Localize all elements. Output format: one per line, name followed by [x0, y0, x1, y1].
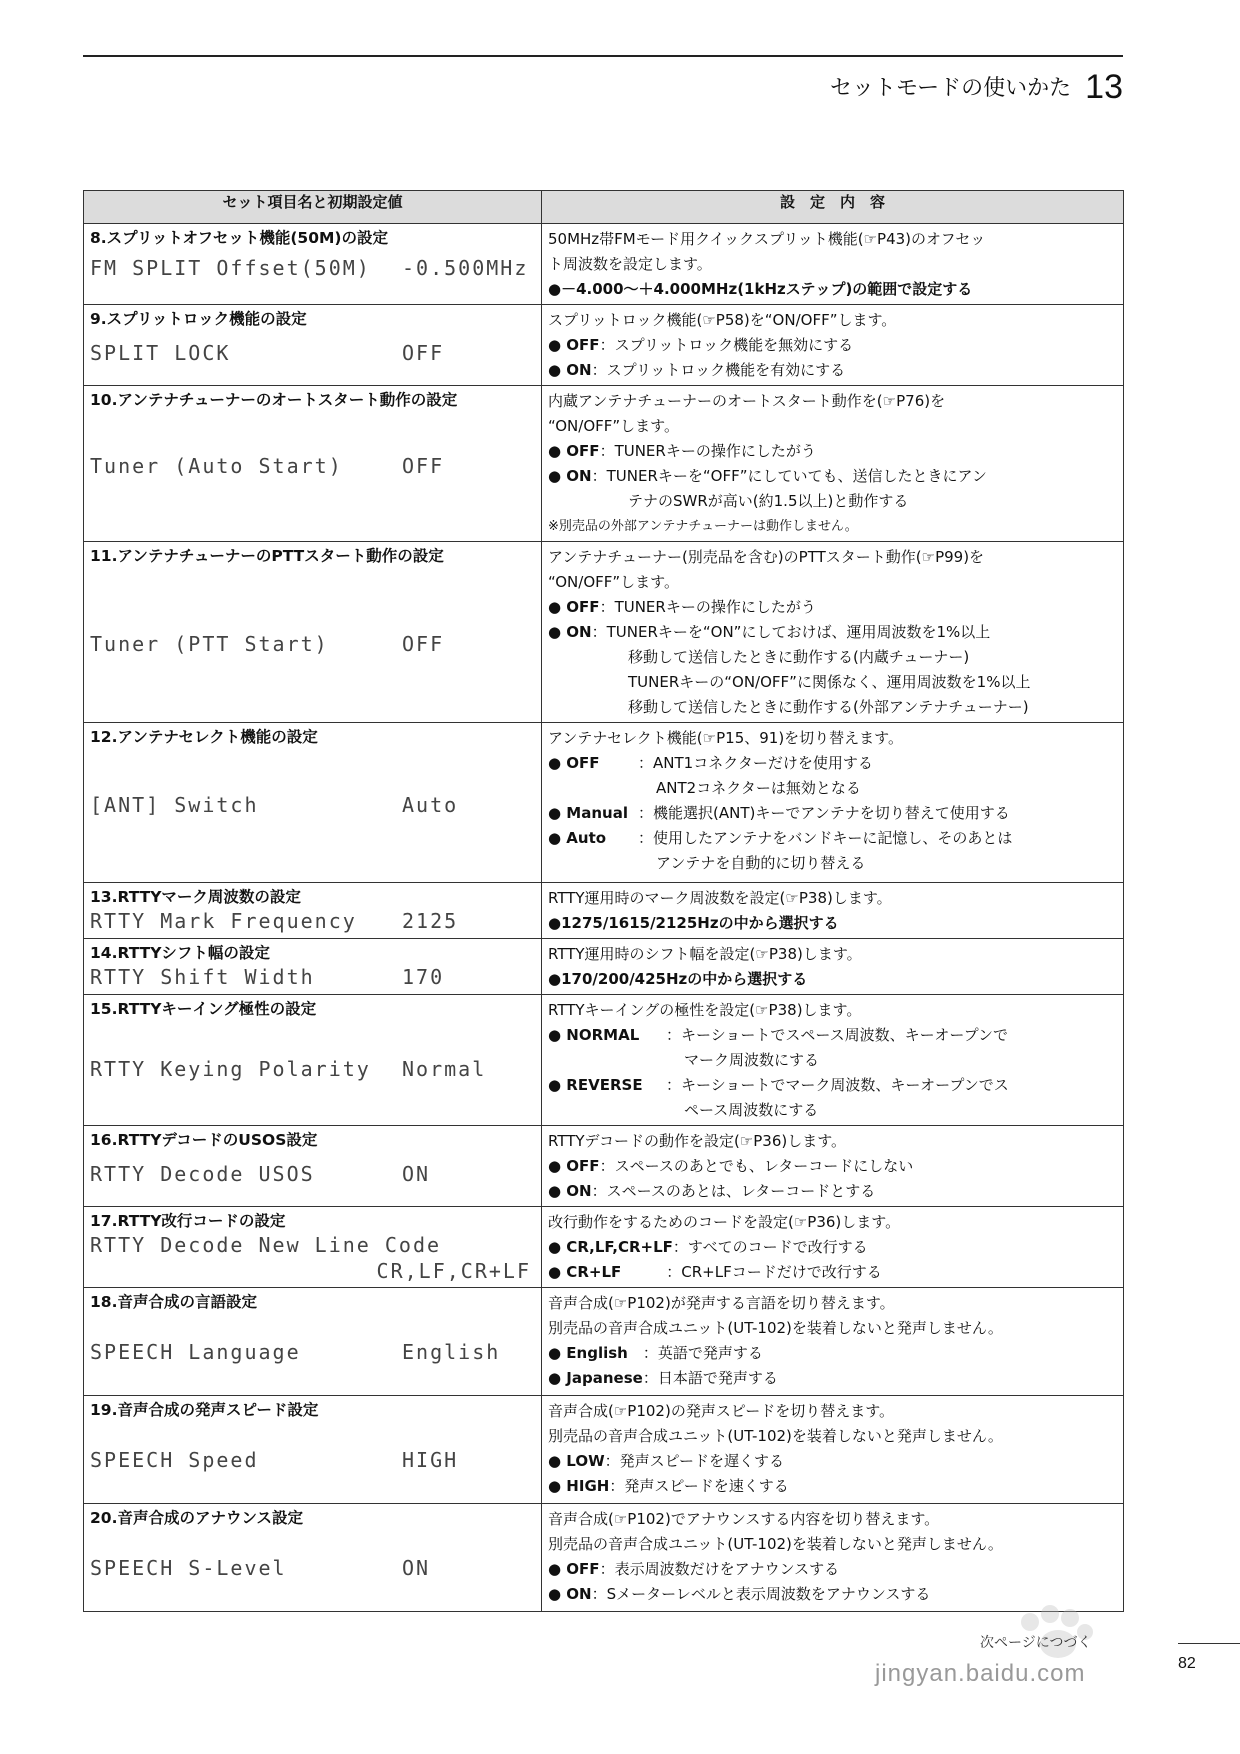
table-row — [84, 542, 1124, 723]
bullet-continuation: TUNERキーの“ON/OFF”に関係なく、運用周波数を1%以上 — [628, 673, 1031, 691]
lcd-name: SPEECH Language — [90, 1340, 301, 1364]
item-title: 16.RTTYデコードのUSOS設定 — [90, 1131, 318, 1149]
item-title: 12.アンテナセレクト機能の設定 — [90, 728, 318, 746]
table-row — [84, 883, 1124, 939]
table-row — [84, 1207, 1124, 1288]
bullet-key: ● ON — [548, 467, 592, 485]
lcd-display — [90, 964, 535, 990]
lcd-value: 2125 — [402, 909, 459, 933]
chapter-header — [830, 68, 1123, 107]
bullet-key: ● Manual — [548, 804, 628, 822]
bullet-text: ：TUNERキーの操作にしたがう — [599, 598, 816, 616]
bullet-continuation: 移動して送信したときに動作する(内蔵チューナー) — [628, 648, 970, 666]
bullet-item — [548, 751, 1117, 776]
item-title: 9.スプリットロック機能の設定 — [90, 310, 307, 328]
bullet-text: ：英語で発声する — [627, 1344, 763, 1362]
lcd-display — [90, 453, 535, 479]
item-title: 13.RTTYマーク周波数の設定 — [90, 888, 301, 906]
column-header-description: 設 定 内 容 — [542, 191, 1124, 224]
description-line: 音声合成(☞P102)の発声スピードを切り替えます。 — [548, 1402, 895, 1420]
item-title: 15.RTTYキーイング極性の設定 — [90, 1000, 317, 1018]
settings-table — [83, 190, 1124, 1612]
lcd-name: Tuner (Auto Start) — [90, 454, 343, 478]
bullet-text: 170/200/425Hzの中から選択する — [561, 970, 808, 988]
description-cell — [542, 386, 1124, 542]
item-title: 17.RTTY改行コードの設定 — [90, 1212, 286, 1230]
bullet-item — [548, 826, 1117, 851]
bullet-key: ● — [548, 280, 562, 298]
bullet-item — [548, 1366, 1117, 1391]
bullet-item — [548, 1023, 1117, 1048]
bullet-text: ：スプリットロック機能を無効にする — [599, 336, 854, 354]
lcd-display — [90, 255, 535, 281]
lcd-value: HIGH — [402, 1448, 459, 1472]
bullet-key: ● CR+LF — [548, 1263, 622, 1281]
table-row — [84, 1288, 1124, 1396]
bullet-key: ● OFF — [548, 336, 600, 354]
bullet-text: ：日本語で発声する — [642, 1369, 778, 1387]
bullet-continuation — [548, 1098, 1117, 1123]
bullet-key: ● OFF — [548, 754, 600, 772]
description-line: RTTYデコードの動作を設定(☞P36)します。 — [548, 1132, 847, 1150]
bullet-item — [548, 333, 1117, 358]
bullet-text: アンテナを自動的に切り替える — [656, 854, 866, 872]
description-line: アンテナセレクト機能(☞P15、91)を切り替えます。 — [548, 729, 903, 747]
lcd-value: ON — [402, 1556, 431, 1580]
table-row — [84, 995, 1124, 1126]
bullet-key: ● English — [548, 1344, 628, 1362]
bullet-continuation — [548, 776, 1117, 801]
lcd-display — [90, 340, 535, 366]
item-cell — [84, 995, 542, 1126]
item-cell — [84, 723, 542, 883]
bullet-key: ● HIGH — [548, 1477, 610, 1495]
bullet-text: 1275/1615/2125Hzの中から選択する — [561, 914, 839, 932]
description-cell — [542, 224, 1124, 305]
table-header-row — [84, 191, 1124, 224]
lcd-value: ON — [402, 1162, 431, 1186]
bullet-continuation: テナのSWRが高い(約1.5以上)と動作する — [628, 492, 909, 510]
bullet-key: ● LOW — [548, 1452, 605, 1470]
lcd-name: RTTY Mark Frequency — [90, 909, 357, 933]
bullet-key: ● ON — [548, 1585, 592, 1603]
lcd-name: RTTY Keying Polarity — [90, 1057, 371, 1081]
description-cell — [542, 939, 1124, 995]
bullet-item — [548, 620, 1117, 645]
lcd-value: 170 — [402, 965, 445, 989]
lcd-name: RTTY Decode New Line Code — [90, 1233, 442, 1257]
lcd-value: -0.500MHz — [402, 256, 529, 280]
description-line: 改行動作をするためのコードを設定(☞P36)します。 — [548, 1213, 901, 1231]
bullet-key: ● — [548, 914, 562, 932]
bullet-key: ● — [548, 970, 562, 988]
lcd-value: OFF — [402, 454, 445, 478]
bullet-text: ：スプリットロック機能を有効にする — [591, 361, 846, 379]
bullet-key: ● Auto — [548, 829, 607, 847]
lcd-value: English — [402, 1340, 501, 1364]
table-row — [84, 1126, 1124, 1207]
bullet-continuation: 移動して送信したときに動作する(外部アンテナチューナー) — [628, 698, 1029, 716]
lcd-name: [ANT] Switch — [90, 793, 259, 817]
bullet-key: ● OFF — [548, 1157, 600, 1175]
item-cell — [84, 386, 542, 542]
bullet-key: ● Japanese — [548, 1369, 643, 1387]
bullet-key: ● ON — [548, 361, 592, 379]
bullet-text: ：発声スピードを遅くする — [604, 1452, 785, 1470]
bullet-key: ● OFF — [548, 1560, 600, 1578]
bullet-text: ：CR+LFコードだけで改行する — [621, 1263, 882, 1281]
description-line: RTTY運用時のマーク周波数を設定(☞P38)します。 — [548, 889, 892, 907]
item-title: 20.音声合成のアナウンス設定 — [90, 1509, 303, 1527]
item-cell — [84, 542, 542, 723]
bullet-text: ペース周波数にする — [684, 1101, 819, 1119]
lcd-value: OFF — [402, 632, 445, 656]
item-cell — [84, 1396, 542, 1504]
description-cell — [542, 305, 1124, 386]
bullet-text: ：発声スピードを速くする — [609, 1477, 789, 1495]
description-line: アンテナチューナー(別売品を含む)のPTTスタート動作(☞P99)を — [548, 548, 985, 566]
description-line: 内蔵アンテナチューナーのオートスタート動作を(☞P76)を — [548, 392, 946, 410]
bullet-item — [548, 1260, 1117, 1285]
bullet-text: －4.000～＋4.000MHz(1kHzステップ)の範囲で設定する — [561, 280, 973, 298]
bullet-item — [548, 464, 1117, 489]
lcd-value: OFF — [402, 341, 445, 365]
item-cell — [84, 224, 542, 305]
description-cell — [542, 1396, 1124, 1504]
header-rule — [83, 55, 1123, 57]
table-row — [84, 1504, 1124, 1612]
description-line: 音声合成(☞P102)でアナウンスする内容を切り替えます。 — [548, 1510, 940, 1528]
item-cell — [84, 883, 542, 939]
item-cell — [84, 305, 542, 386]
description-cell — [542, 883, 1124, 939]
lcd-value: CR,LF,CR+LF — [376, 1259, 531, 1283]
bullet-text: ：Sメーターレベルと表示周波数をアナウンスする — [591, 1585, 931, 1603]
bullet-item — [548, 1474, 1117, 1499]
bullet-text: ：TUNERキーを“ON”にしておけば、運用周波数を1%以上 — [591, 623, 991, 641]
lcd-name: FM SPLIT Offset(50M) — [90, 256, 371, 280]
lcd-display — [90, 1555, 535, 1581]
item-cell — [84, 1288, 542, 1396]
description-line: ト周波数を設定します。 — [548, 255, 712, 273]
table-row — [84, 224, 1124, 305]
column-header-item: セット項目名と初期設定値 — [84, 191, 542, 224]
description-cell — [542, 723, 1124, 883]
bullet-item — [548, 1449, 1117, 1474]
bullet-text: ANT2コネクターは無効となる — [656, 779, 861, 797]
bullet-item — [548, 595, 1117, 620]
description-cell — [542, 542, 1124, 723]
item-title: 8.スプリットオフセット機能(50M)の設定 — [90, 229, 389, 247]
table-row — [84, 723, 1124, 883]
description-line: RTTY運用時のシフト幅を設定(☞P38)します。 — [548, 945, 862, 963]
lcd-display — [90, 631, 535, 657]
lcd-display — [90, 908, 535, 934]
lcd-display — [90, 1447, 535, 1473]
bullet-text: マーク周波数にする — [684, 1051, 820, 1069]
item-title: 14.RTTYシフト幅の設定 — [90, 944, 270, 962]
description-line: RTTYキーイングの極性を設定(☞P38)します。 — [548, 1001, 862, 1019]
bullet-continuation — [548, 1048, 1117, 1073]
bullet-item — [548, 801, 1117, 826]
lcd-display — [90, 1056, 535, 1082]
bullet-text: ：使用したアンテナをバンドキーに記憶し、そのあとは — [638, 829, 1013, 847]
bullet-continuation — [548, 851, 1117, 876]
item-title: 19.音声合成の発声スピード設定 — [90, 1401, 319, 1419]
bullet-item — [548, 1557, 1117, 1582]
bullet-text: ：キーショートでマーク周波数、キーオープンでス — [666, 1076, 1009, 1094]
bullet-item — [548, 277, 1117, 302]
bullet-text: ：キーショートでスペース周波数、キーオープンで — [666, 1026, 1009, 1044]
bullet-key: ● OFF — [548, 598, 600, 616]
bullet-item — [548, 358, 1117, 383]
bullet-text: ：機能選択(ANT)キーでアンテナを切り替えて使用する — [638, 804, 1010, 822]
bullet-key: ● OFF — [548, 442, 600, 460]
lcd-value: Auto — [402, 793, 459, 817]
page-number: 82 — [1178, 1655, 1196, 1672]
description-cell — [542, 1207, 1124, 1288]
item-title: 11.アンテナチューナーのPTTスタート動作の設定 — [90, 547, 444, 565]
description-line: “ON/OFF”します。 — [548, 573, 679, 591]
description-cell — [542, 995, 1124, 1126]
lcd-display — [90, 792, 535, 818]
description-line: 別売品の音声合成ユニット(UT-102)を装着しないと発声しません。 — [548, 1427, 1003, 1445]
chapter-title: セットモードの使いかた — [830, 76, 1072, 101]
lcd-display — [90, 1339, 535, 1365]
chapter-number: 13 — [1085, 68, 1123, 106]
bullet-text: ：ANT1コネクターだけを使用する — [638, 754, 873, 772]
lcd-name: RTTY Shift Width — [90, 965, 315, 989]
item-cell — [84, 1504, 542, 1612]
bullet-item — [548, 967, 1117, 992]
page-number-rule — [1178, 1643, 1240, 1644]
description-cell — [542, 1288, 1124, 1396]
bullet-item — [548, 1073, 1117, 1098]
description-line: 別売品の音声合成ユニット(UT-102)を装着しないと発声しません。 — [548, 1319, 1003, 1337]
item-cell — [84, 1207, 542, 1288]
description-cell — [542, 1126, 1124, 1207]
item-cell — [84, 1126, 542, 1207]
description-line: 別売品の音声合成ユニット(UT-102)を装着しないと発声しません。 — [548, 1535, 1003, 1553]
bullet-text: ：表示周波数だけをアナウンスする — [599, 1560, 840, 1578]
item-title: 10.アンテナチューナーのオートスタート動作の設定 — [90, 391, 458, 409]
bullet-text: ：すべてのコードで改行する — [672, 1238, 868, 1256]
bullet-item — [548, 1341, 1117, 1366]
bullet-text: ：TUNERキーを“OFF”にしていても、送信したときにアン — [591, 467, 987, 485]
bullet-key: ● NORMAL — [548, 1026, 640, 1044]
bullet-key: ● ON — [548, 1182, 592, 1200]
bullet-item — [548, 439, 1117, 464]
bullet-key: ● ON — [548, 623, 592, 641]
table-row — [84, 305, 1124, 386]
item-cell — [84, 939, 542, 995]
description-line: 50MHz帯FMモード用クイックスプリット機能(☞P43)のオフセッ — [548, 230, 986, 248]
lcd-name: RTTY Decode USOS — [90, 1162, 315, 1186]
bullet-item — [548, 911, 1117, 936]
lcd-name: SPEECH S-Level — [90, 1556, 287, 1580]
note-text: ※別売品の外部アンテナチューナーは動作しません。 — [548, 519, 858, 534]
lcd-name: SPEECH Speed — [90, 1448, 259, 1472]
lcd-name: Tuner (PTT Start) — [90, 632, 329, 656]
lcd-value: Normal — [402, 1057, 487, 1081]
description-line: スプリットロック機能(☞P58)を“ON/OFF”します。 — [548, 311, 897, 329]
lcd-name: SPLIT LOCK — [90, 341, 231, 365]
table-row — [84, 386, 1124, 542]
continue-note: 次ページにつづく — [980, 1635, 1092, 1651]
bullet-item — [548, 1154, 1117, 1179]
bullet-text: ：スペースのあとでも、レターコードにしない — [599, 1157, 914, 1175]
watermark-text: jingyan.baidu.com — [875, 1660, 1086, 1687]
lcd-display — [90, 1161, 535, 1187]
bullet-item — [548, 1235, 1117, 1260]
table-row — [84, 1396, 1124, 1504]
bullet-text: ：スペースのあとは、レターコードとする — [591, 1182, 876, 1200]
bullet-item — [548, 1179, 1117, 1204]
bullet-key: ● CR,LF,CR+LF — [548, 1238, 673, 1256]
description-cell — [542, 1504, 1124, 1612]
description-line: 音声合成(☞P102)が発声する言語を切り替えます。 — [548, 1294, 895, 1312]
table-row — [84, 939, 1124, 995]
item-title: 18.音声合成の言語設定 — [90, 1293, 257, 1311]
bullet-text: ：TUNERキーの操作にしたがう — [599, 442, 816, 460]
description-line: “ON/OFF”します。 — [548, 417, 679, 435]
bullet-key: ● REVERSE — [548, 1076, 643, 1094]
